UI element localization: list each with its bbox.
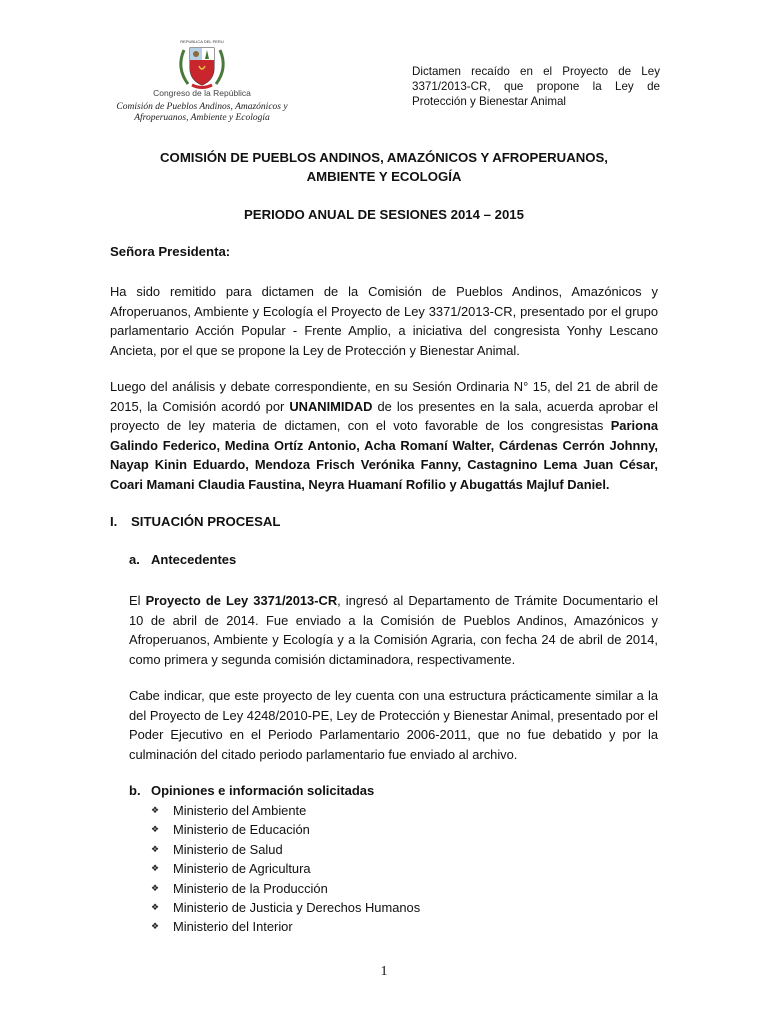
paragraph-3: El Proyecto de Ley 3371/2013-CR, ingresó al Departamento de Trámite Documentario el 10 de abril de 2014. Fue enviado a la Comisión de Pueblos Andinos, Amazónicos y Afroperuanos, Ambiente y Ecología y a la Comisión Agraria, con fecha 24 de abril de 2014, como primera y segunda comisión dictaminadora, respectivamente.	[129, 593, 658, 667]
list-item: ❖ Ministerio del Ambiente	[151, 801, 420, 820]
list-item: ❖ Ministerio de Agricultura	[151, 859, 420, 878]
section-situacion-procesal: I. SITUACIÓN PROCESAL	[110, 514, 281, 529]
page-number: 1	[380, 964, 388, 979]
comision-label: Comisión de Pueblos Andinos, Amazónicos y Afroperuanos, Ambiente y Ecología	[116, 102, 288, 123]
header-note: Dictamen recaído en el Proyecto de Ley 3371/2013-CR, que propone la Ley de Protección y Bienestar Animal	[412, 65, 660, 108]
subsection-antecedentes: a. Antecedentes	[129, 552, 237, 567]
list-item: ❖ Ministerio de Educación	[151, 820, 420, 839]
list-item: ❖ Ministerio del Interior	[151, 917, 420, 936]
title-line-2: AMBIENTE Y ECOLOGÍA	[306, 169, 462, 184]
bullet-icon: ❖	[151, 805, 160, 815]
congreso-label: Congreso de la República	[153, 88, 251, 98]
title-line-1: COMISIÓN DE PUEBLOS ANDINOS, AMAZÓNICOS Y AFROPERUANOS,	[160, 150, 608, 165]
organization-block	[112, 88, 292, 124]
crest-caption: REPUBLICA DEL PERU	[180, 39, 224, 44]
ministerios-list	[151, 801, 420, 937]
bullet-icon: ❖	[151, 882, 160, 893]
bullet-icon: ❖	[151, 921, 160, 932]
list-item: ❖ Ministerio de Salud	[151, 840, 420, 859]
bullet-icon: ❖	[151, 863, 160, 874]
bullet-icon: ❖	[151, 843, 160, 854]
paragraph-2: Luego del análisis y debate correspondiente, en su Sesión Ordinaria N° 15, del 21 de abril de 2015, la Comisión acordó por UNANIMIDAD de los presentes en la sala, acuerda aprobar el proyecto de ley materia de dictamen, con el voto favorable de los congresistas Pariona Galindo Federico, Medina Ortíz Antonio, Acha Romaní Walter, Cárdenas Cerrón Johnny, Nayap Kinin Eduardo, Mendoza Frisch Verónika Fanny, Castagnino Lema Juan César, Coari Mamani Claudia Faustina, Neyra Huamaní Rofilio y Abugattás Majluf Daniel.	[110, 379, 658, 492]
bullet-icon: ❖	[151, 901, 160, 912]
coat-of-arms-icon	[172, 38, 232, 90]
paragraph-4: Cabe indicar, que este proyecto de ley cuenta con una estructura prácticamente similar a la del Proyecto de Ley 4248/2010-PE, Ley de Protección y Bienestar Animal, presentado por el Poder Ejecutivo en el Periodo Parlamentario 2006-2011, que no fue debatido y por la culminación del citado periodo parlamentario fue enviado al archivo.	[129, 688, 658, 762]
subsection-opiniones: b. Opiniones e información solicitadas	[129, 783, 375, 798]
list-item: ❖ Ministerio de la Producción	[151, 879, 420, 898]
salutation: Señora Presidenta:	[110, 244, 231, 259]
list-item: ❖ Ministerio de Justicia y Derechos Humanos	[151, 898, 420, 917]
paragraph-1: Ha sido remitido para dictamen de la Comisión de Pueblos Andinos, Amazónicos y Afroperuanos, Ambiente y Ecología el Proyecto de Ley 3371/2013-CR, presentado por el grupo parlamentario Acción Popular - Frente Amplio, a iniciativa del congresista Yonhy Lescano Ancieta, por el que se propone la Ley de Protección y Bienestar Animal.	[110, 284, 658, 358]
periodo-title: PERIODO ANUAL DE SESIONES 2014 – 2015	[244, 207, 524, 222]
bullet-icon: ❖	[151, 824, 160, 835]
